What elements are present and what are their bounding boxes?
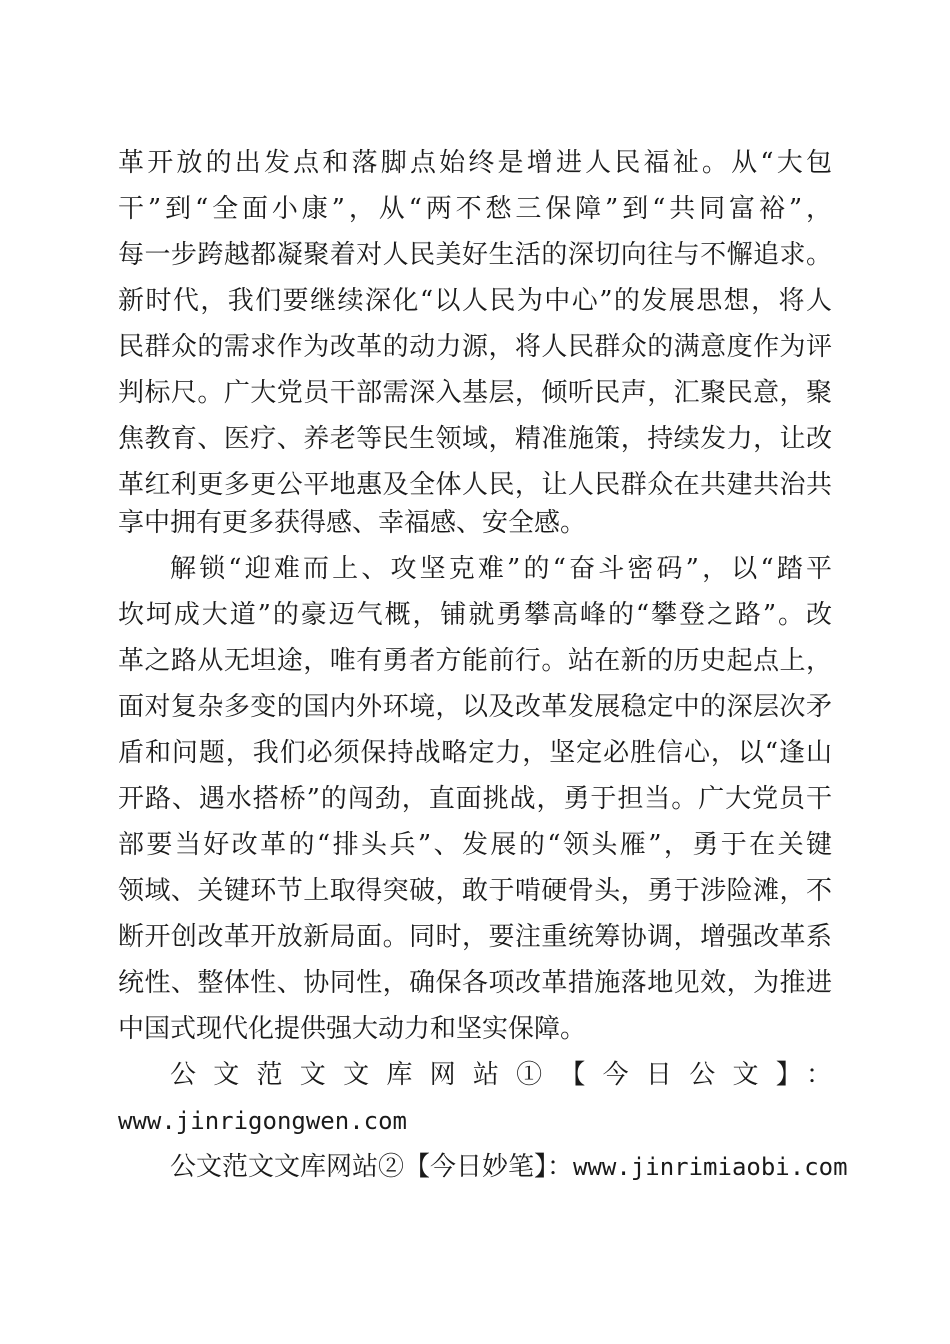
paragraph2-line: 盾和问题，我们必须保持战略定力，坚定必胜信心，以“逢山 bbox=[118, 738, 832, 768]
paragraph2-line: 领域、关键环节上取得突破，敢于啃硬骨头，勇于涉险滩，不 bbox=[118, 876, 832, 906]
footer-site1-label: 公文范文文库网站①【今日公文】： bbox=[170, 1060, 832, 1090]
paragraph2-line: 坎坷成大道”的豪迈气概，铺就勇攀高峰的“攀登之路”。改 bbox=[118, 600, 832, 630]
paragraph1-line: 享中拥有更多获得感、幸福感、安全感。 bbox=[118, 508, 587, 538]
paragraph1-line: 焦教育、医疗、养老等民生领域，精准施策，持续发力，让改 bbox=[118, 424, 832, 454]
paragraph1-line: 新时代，我们要继续深化“以人民为中心”的发展思想，将人 bbox=[118, 286, 832, 316]
paragraph2-line: 中国式现代化提供强大动力和坚实保障。 bbox=[118, 1014, 587, 1044]
paragraph2-line: 部要当好改革的“排头兵”、发展的“领头雁”，勇于在关键 bbox=[118, 830, 832, 860]
paragraph2-line: 解锁“迎难而上、攻坚克难”的“奋斗密码”，以“踏平 bbox=[170, 554, 832, 584]
paragraph1-line: 每一步跨越都凝聚着对人民美好生活的深切向往与不懈追求。 bbox=[118, 240, 832, 270]
paragraph2-line: 开路、遇水搭桥”的闯劲，直面挑战，勇于担当。广大党员干 bbox=[118, 784, 832, 814]
paragraph1-line: 干”到“全面小康”，从“两不愁三保障”到“共同富裕”， bbox=[118, 194, 832, 224]
paragraph2-line: 断开创改革开放新局面。同时，要注重统筹协调，增强改革系 bbox=[118, 922, 832, 952]
paragraph1-line: 判标尺。广大党员干部需深入基层，倾听民声，汇聚民意，聚 bbox=[118, 378, 832, 408]
paragraph1-line: 革红利更多更公平地惠及全体人民，让人民群众在共建共治共 bbox=[118, 470, 832, 500]
paragraph2-line: 统性、整体性、协同性，确保各项改革措施落地见效，为推进 bbox=[118, 968, 832, 998]
paragraph1-line: 革开放的出发点和落脚点始终是增进人民福祉。从“大包 bbox=[118, 148, 832, 178]
footer-site1-url[interactable]: www.jinrigongwen.com bbox=[118, 1107, 407, 1135]
footer-site2-label: 公文范文文库网站②【今日妙笔】： bbox=[170, 1152, 574, 1182]
paragraph2-line: 革之路从无坦途，唯有勇者方能前行。站在新的历史起点上， bbox=[118, 646, 832, 676]
paragraph2-line: 面对复杂多变的国内外环境，以及改革发展稳定中的深层次矛 bbox=[118, 692, 832, 722]
footer-site2 bbox=[170, 1147, 848, 1187]
footer-site2-url[interactable]: www.jinrimiaobi.com bbox=[573, 1153, 848, 1181]
paragraph1-line: 民群众的需求作为改革的动力源，将人民群众的满意度作为评 bbox=[118, 332, 832, 362]
